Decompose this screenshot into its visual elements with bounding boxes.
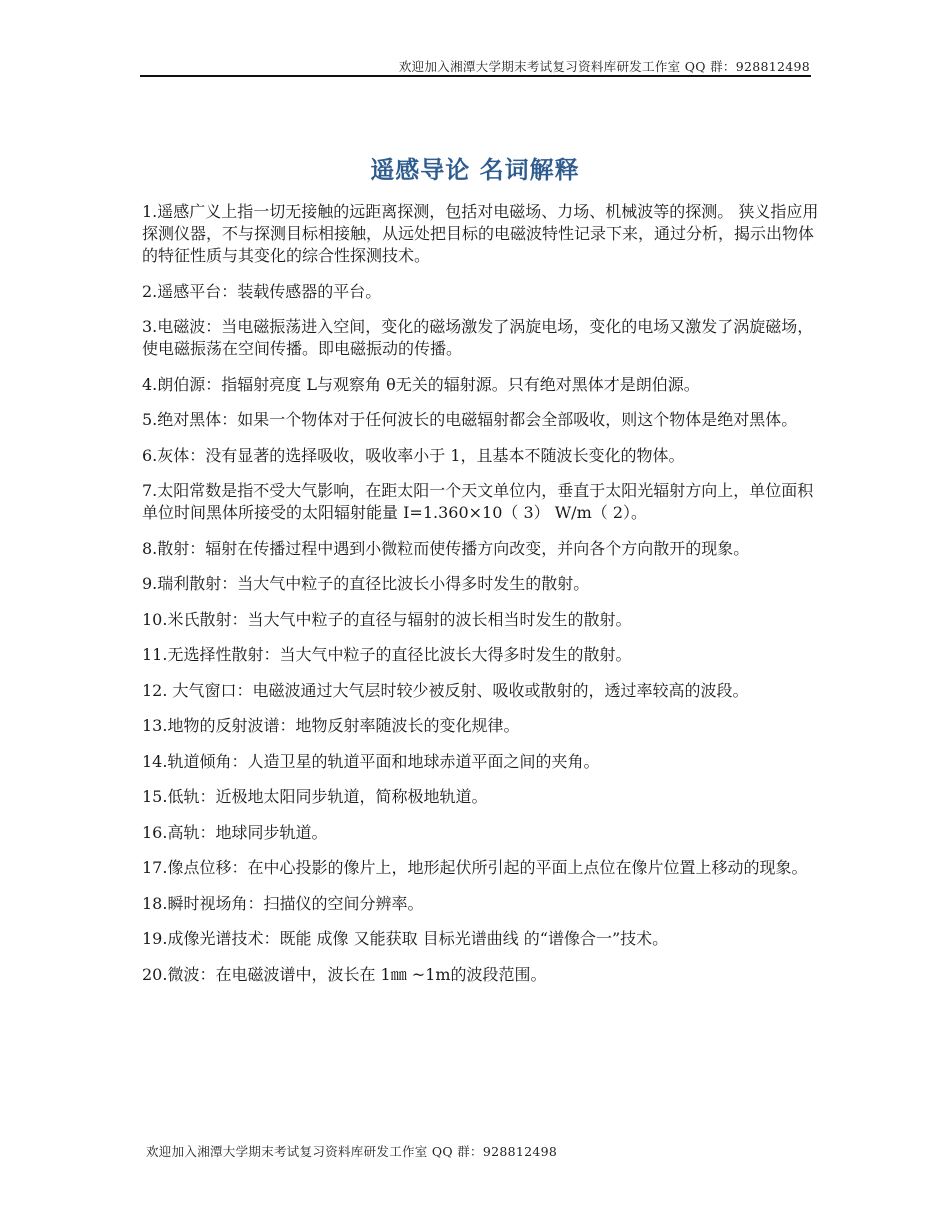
- definition-item: 10.米氏散射：当大气中粒子的直径与辐射的波长相当时发生的散射。: [142, 609, 632, 629]
- definition-item: 14.轨道倾角：人造卫星的轨道平面和地球赤道平面之间的夹角。: [142, 751, 600, 771]
- definition-item: 11.无选择性散射：当大气中粒子的直径比波长大得多时发生的散射。: [142, 645, 632, 664]
- definition-item: 16.高轨：地球同步轨道。: [142, 822, 328, 842]
- header-divider: [140, 75, 811, 77]
- definition-item: 5.绝对黑体：如果一个物体对于任何波长的电磁辐射都会全部吸收，则这个物体是绝对黑体。: [142, 410, 798, 429]
- definition-item: 3.电磁波：当电磁振荡进入空间，变化的磁场激发了涡旋电场，变化的电场又激发了涡旋磁场，使电磁振荡在空间传播。即电磁振动的传播。: [142, 317, 814, 358]
- definition-item: 6.灰体：没有显著的选择吸收，吸收率小于 1，且基本不随波长变化的物体。: [142, 445, 685, 465]
- definition-item: 18.瞬时视场角：扫描仪的空间分辨率。: [142, 893, 424, 913]
- definition-list: [142, 201, 822, 999]
- definition-item: 19.成像光谱技术：既能 成像 又能获取 目标光谱曲线 的“谱像合一”技术。: [142, 929, 669, 948]
- definition-item: 15.低轨：近极地太阳同步轨道，简称极地轨道。: [142, 787, 488, 806]
- definition-item: 1.遥感广义上指一切无接触的远距离探测，包括对电磁场、力场、机械波等的探测。 狭义指应用探测仪器，不与探测目标相接触，从远处把目标的电磁波特性记录下来，通过分析，揭示出物体的特征性质与其变化的综合性探测技术。: [142, 202, 819, 265]
- definition-item: 2.遥感平台：装载传感器的平台。: [142, 281, 382, 301]
- page-header-text: 欢迎加入湘潭大学期末考试复习资料库研发工作室 QQ 群：928812498: [398, 59, 810, 74]
- definition-item: 8.散射：辐射在传播过程中遇到小微粒而使传播方向改变，并向各个方向散开的现象。: [142, 538, 750, 558]
- definition-item: 4.朗伯源：指辐射亮度 L与观察角 θ无关的辐射源。只有绝对黑体才是朗伯源。: [142, 374, 700, 394]
- definition-item: 17.像点位移：在中心投影的像片上，地形起伏所引起的平面上点位在像片位置上移动的现象。: [142, 858, 808, 877]
- document-title: 遥感导论 名词解释: [370, 155, 580, 184]
- definition-item: 20.微波：在电磁波谱中，波长在 1㎜ ~1m的波段范围。: [142, 964, 547, 984]
- definition-item: 12. 大气窗口：电磁波通过大气层时较少被反射、吸收或散射的，透过率较高的波段。: [142, 680, 749, 700]
- definition-item: 9.瑞利散射：当大气中粒子的直径比波长小得多时发生的散射。: [142, 574, 590, 593]
- page-footer-text: 欢迎加入湘潭大学期末考试复习资料库研发工作室 QQ 群：928812498: [146, 1144, 558, 1159]
- definition-item: 7.太阳常数是指不受大气影响，在距太阳一个天文单位内，垂直于太阳光辐射方向上，单位面积单位时间黑体所接受的太阳辐射能量 I=1.360×10（ 3） W/m（ 2）。: [142, 481, 814, 522]
- definition-item: 13.地物的反射波谱：地物反射率随波长的变化规律。: [142, 716, 520, 735]
